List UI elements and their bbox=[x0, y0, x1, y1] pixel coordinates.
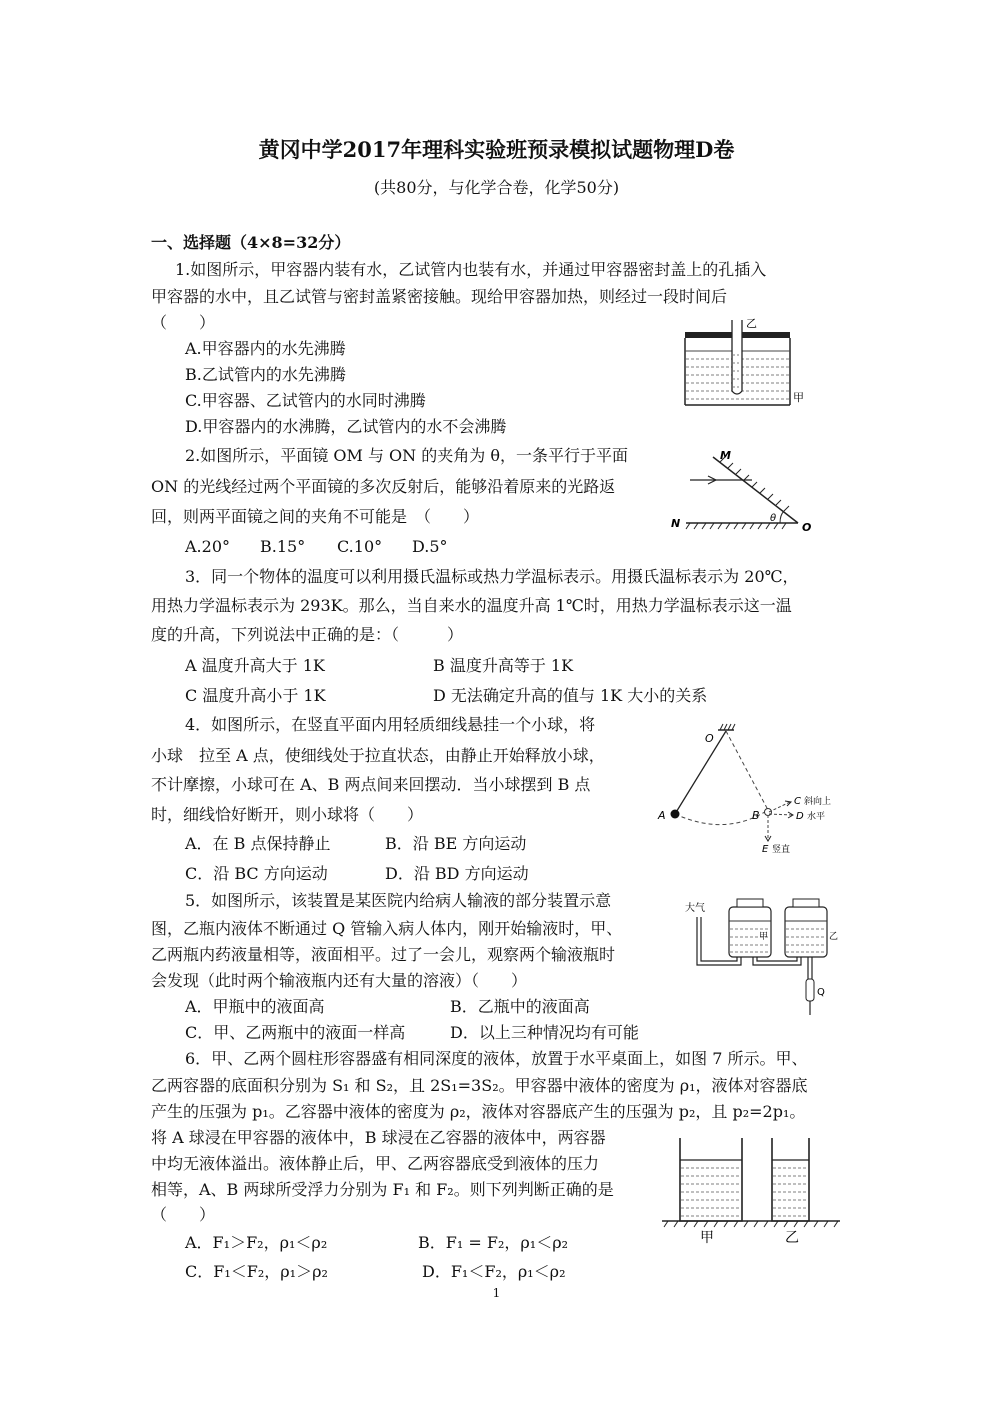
q2-option-d: D.5° bbox=[412, 537, 448, 556]
q3-stem-line2: 用热力学温标表示为 293K。那么，当自来水的温度升高 1℃时，用热力学温标表示这一温 bbox=[151, 596, 792, 615]
q2-stem-line2: ON 的光线经过两个平面镜的多次反射后，能够沿着原来的光路返 bbox=[151, 477, 616, 496]
q4-figure-note-e: 竖直 bbox=[772, 845, 791, 855]
q6-figure bbox=[660, 1132, 845, 1247]
q1-figure bbox=[680, 315, 810, 410]
q3-option-a: A 温度升高大于 1K bbox=[185, 656, 325, 675]
q6-figure-label-yi: 乙 bbox=[785, 1230, 799, 1246]
q5-figure-label-yi: 乙 bbox=[829, 932, 838, 942]
q1-figure-label-jia: 甲 bbox=[793, 391, 804, 404]
q2-stem-line3: 回，则两平面镜之间的夹角不可能是 （ ） bbox=[151, 507, 480, 526]
q4-option-d: D．沿 BD 方向运动 bbox=[385, 864, 529, 883]
q3-stem-line3: 度的升高，下列说法中正确的是：（ ） bbox=[151, 625, 464, 644]
q1-option-c: C.甲容器、乙试管内的水同时沸腾 bbox=[185, 391, 426, 410]
q2-figure-label-theta: θ bbox=[770, 513, 777, 524]
q4-figure-label-b: B bbox=[752, 809, 760, 822]
q4-figure-label-o: O bbox=[705, 732, 714, 745]
q2-figure-label-o: O bbox=[802, 521, 812, 534]
q6-stem-line7: （ ） bbox=[151, 1205, 216, 1224]
q1-stem-line3: （ ） bbox=[151, 313, 216, 332]
q6-stem-line4: 将 A 球浸在甲容器的液体中，B 球浸在乙容器的液体中，两容器 bbox=[151, 1128, 606, 1147]
q5-option-b: B．乙瓶中的液面高 bbox=[450, 997, 590, 1016]
q5-option-d: D．以上三种情况均有可能 bbox=[450, 1023, 639, 1042]
q2-stem-line1: 2.如图所示，平面镜 OM 与 ON 的夹角为 θ，一条平行于平面 bbox=[185, 446, 628, 465]
q5-option-c: C．甲、乙两瓶中的液面一样高 bbox=[185, 1023, 406, 1042]
q6-option-b: B．F₁ = F₂，ρ₁＜ρ₂ bbox=[418, 1233, 569, 1252]
q5-figure bbox=[683, 895, 838, 1020]
q4-option-c: C．沿 BC 方向运动 bbox=[185, 864, 328, 883]
q6-stem-line2: 乙两容器的底面积分别为 S₁ 和 S₂，且 2S₁=3S₂。甲容器中液体的密度为 ρ₁，液体对容器底 bbox=[151, 1076, 808, 1095]
q6-stem-line1: 6．甲、乙两个圆柱形容器盛有相同深度的液体，放置于水平桌面上，如图 7 所示。甲、 bbox=[185, 1049, 808, 1068]
q5-stem-line4: 会发现（此时两个输液瓶内还有大量的溶液）（ ） bbox=[151, 971, 528, 990]
page-number: 1 bbox=[492, 1286, 501, 1300]
q6-figure-label-jia: 甲 bbox=[700, 1230, 714, 1246]
q5-figure-label-jia: 甲 bbox=[759, 932, 769, 942]
q2-option-b: B.15° bbox=[260, 537, 306, 556]
q5-figure-label-q: Q bbox=[817, 987, 825, 998]
page-title: 黄冈中学2017年理科实验班预录模拟试题物理D卷 bbox=[258, 137, 735, 162]
q4-figure-label-a: A bbox=[658, 809, 666, 822]
q5-figure-label-air: 大气 bbox=[685, 903, 705, 914]
q1-option-d: D.甲容器内的水沸腾，乙试管内的水不会沸腾 bbox=[185, 417, 507, 436]
q1-stem-line2: 甲容器的水中，且乙试管与密封盖紧密接触。现给甲容器加热，则经过一段时间后 bbox=[151, 287, 728, 306]
q4-stem-line4: 时，细线恰好断开，则小球将（ ） bbox=[151, 805, 424, 824]
q5-stem-line2: 图，乙瓶内液体不断通过 Q 管输入病人体内，刚开始输液时，甲、 bbox=[151, 919, 623, 938]
q6-stem-line6: 相等，A、B 两球所受浮力分别为 F₁ 和 F₂。则下列判断正确的是 bbox=[151, 1180, 614, 1199]
q6-stem-line3: 产生的压强为 p₁。乙容器中液体的密度为 ρ₂，液体对容器底产生的压强为 p₂，且 p₂=2p₁。 bbox=[151, 1102, 806, 1121]
q4-option-b: B．沿 BE 方向运动 bbox=[385, 834, 527, 853]
q6-option-d: D．F₁＜F₂，ρ₁＜ρ₂ bbox=[422, 1262, 566, 1281]
q1-figure-label-yi: 乙 bbox=[746, 317, 757, 330]
q3-option-b: B 温度升高等于 1K bbox=[433, 656, 574, 675]
page-subtitle: (共80分，与化学合卷，化学50分) bbox=[373, 178, 620, 197]
q4-option-a: A．在 B 点保持静止 bbox=[185, 834, 331, 853]
q1-option-a: A.甲容器内的水先沸腾 bbox=[185, 339, 346, 358]
q2-figure-label-n: N bbox=[671, 517, 681, 530]
q4-figure-label-e: E bbox=[762, 844, 769, 855]
q2-option-a: A.20° bbox=[185, 537, 230, 556]
q2-option-c: C.10° bbox=[337, 537, 383, 556]
q5-option-a: A．甲瓶中的液面高 bbox=[185, 997, 325, 1016]
q3-stem-line1: 3．同一个物体的温度可以利用摄氏温标或热力学温标表示。用摄氏温标表示为 20℃， bbox=[185, 567, 799, 586]
q4-figure-note-c: 斜向上 bbox=[804, 797, 832, 807]
q4-figure-label-d: D bbox=[796, 811, 804, 822]
q4-figure-label-c: C bbox=[794, 796, 801, 807]
q6-option-c: C．F₁＜F₂，ρ₁＞ρ₂ bbox=[185, 1262, 328, 1281]
q4-stem-line2: 小球 拉至 A 点，使细线处于拉直状态，由静止开始释放小球， bbox=[151, 746, 605, 765]
q5-stem-line1: 5．如图所示，该装置是某医院内给病人输液的部分装置示意 bbox=[185, 891, 612, 910]
q1-stem-line1: 1.如图所示，甲容器内装有水，乙试管内也装有水，并通过甲容器密封盖上的孔插入 bbox=[175, 260, 767, 279]
q4-stem-line1: 4．如图所示，在竖直平面内用轻质细线悬挂一个小球，将 bbox=[185, 715, 596, 734]
q4-figure bbox=[650, 722, 840, 860]
q6-option-a: A．F₁＞F₂，ρ₁＜ρ₂ bbox=[185, 1233, 328, 1252]
q3-option-c: C 温度升高小于 1K bbox=[185, 686, 326, 705]
q1-option-b: B.乙试管内的水先沸腾 bbox=[185, 365, 346, 384]
q6-stem-line5: 中均无液体溢出。液体静止后，甲、乙两容器底受到液体的压力 bbox=[151, 1154, 600, 1173]
q2-figure-label-m: M bbox=[720, 449, 731, 462]
q3-option-d: D 无法确定升高的值与 1K 大小的关系 bbox=[433, 686, 708, 705]
q5-stem-line3: 乙两瓶内药液量相等，液面相平。过了一会儿，观察两个输液瓶时 bbox=[151, 945, 616, 964]
q4-figure-note-d: 水平 bbox=[807, 812, 826, 822]
q4-stem-line3: 不计摩擦，小球可在 A、B 两点间来回摆动．当小球摆到 B 点 bbox=[151, 775, 591, 794]
q2-figure bbox=[668, 445, 818, 535]
section-heading: 一、选择题（4×8=32分） bbox=[151, 233, 351, 252]
